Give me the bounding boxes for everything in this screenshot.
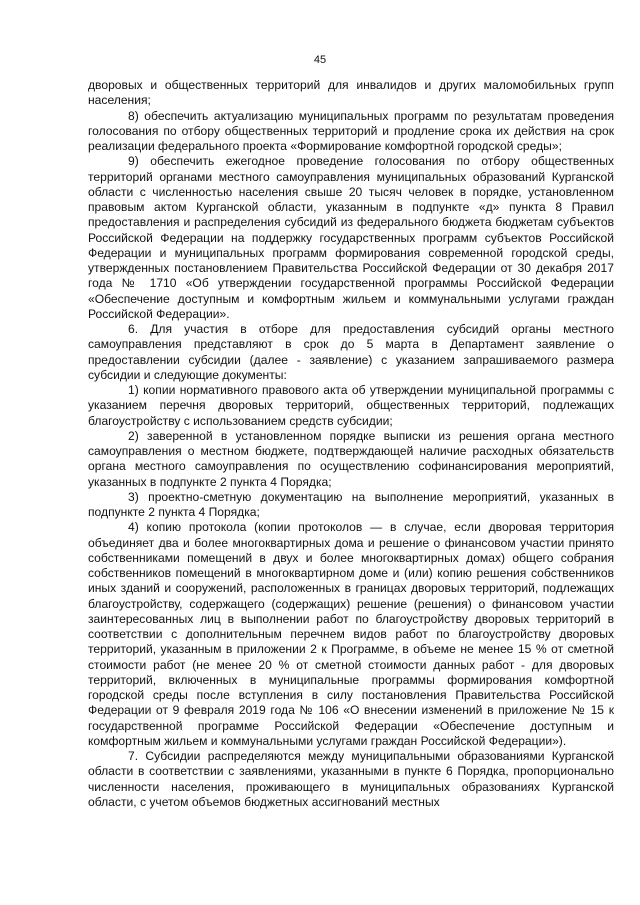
paragraph-section-7: 7. Субсидии распределяются между муниципальными образованиями Курганской области в соответствии с заявлениями, указанными в пункте 6 Порядка, пропорционально численности населения, проживающего в муниципальных образованиях Курганской области, с учетом объемов бюджетных ассигнований местных (88, 749, 614, 809)
paragraph-item-9: 9) обеспечить ежегодное проведение голосования по отбору общественных территорий органами местного самоуправления муниципальных образований Курганской области с численностью населения свыше 20 тысяч человек в порядке, установленном правовым актом Курганской области, указанным в подпункте «д» пункта 8 Правил предоставления и распределения субсидий из федерального бюджета бюджетам субъектов Российской Федерации на поддержку государственных программ субъектов Российской Федерации и муниципальных программ формирования современной городской среды, утвержденных постановлением Правительства Российской Федерации от 30 декабря 2017 года № 1710 «Об утверждении государственной программы Российской Федерации «Обеспечение доступным и комфортным жильем и коммунальными услугами граждан Российской Федерации». (88, 154, 614, 321)
paragraph-subitem-1: 1) копии нормативного правового акта об утверждении муниципальной программы с указанием перечня дворовых территорий, общественных территорий, подлежащих благоустройству с использованием средств субсидии; (88, 383, 614, 428)
paragraph-item-8: 8) обеспечить актуализацию муниципальных программ по результатам проведения голосования по отбору общественных территорий и продление срока их действия на срок реализации федерального проекта «Формирование комфортной городской среды»; (88, 108, 614, 153)
page-number: 45 (313, 54, 327, 66)
paragraph-continuation: дворовых и общественных территорий для инвалидов и других маломобильных групп населения; (88, 78, 614, 108)
paragraph-subitem-2: 2) заверенной в установленном порядке выписки из решения органа местного самоуправления о местном бюджете, подтверждающей наличие расходных обязательств органа местного самоуправления по осуществлению софинансирования мероприятий, указанных в подпункте 2 пункта 4 Порядка; (88, 428, 614, 489)
document-body (88, 78, 614, 810)
paragraph-subitem-3: 3) проектно-сметную документацию на выполнение мероприятий, указанных в подпункте 2 пункта 4 Порядка; (88, 489, 614, 519)
paragraph-subitem-4: 4) копию протокола (копии протоколов — в случае, если дворовая территория объединяет два и более многоквартирных дома и решение о финансовом участии принято собственниками помещений в двух и более многоквартирных домах) общего собрания собственников помещений в многоквартирном доме и (или) копию решения собственников иных зданий и сооружений, расположенных в границах дворовых территорий, подлежащих благоустройству, содержащего (содержащих) решение (решения) о финансовом участии заинтересованных лиц в выполнении работ по благоустройству дворовых территорий в соответствии с дополнительным перечнем видов работ по благоустройству дворовых территорий, указанным в приложении 2 к Программе, в объеме не менее 15 % от сметной стоимости работ (не менее 20 % от сметной стоимости данных работ - для дворовых территорий, включенных в муниципальные программы формирования комфортной городской среды после вступления в силу постановления Правительства Российской Федерации от 9 февраля 2019 года № 106 «О внесении изменений в приложение № 15 к государственной программе Российской Федерации «Обеспечение доступным и комфортным жильем и коммунальными услугами граждан Российской Федерации»). (88, 520, 614, 748)
paragraph-section-6: 6. Для участия в отборе для предоставления субсидий органы местного самоуправления представляют в срок до 5 марта в Департамент заявление о предоставлении субсидии (далее - заявление) с указанием запрашиваемого размера субсидии и следующие документы: (88, 322, 614, 382)
